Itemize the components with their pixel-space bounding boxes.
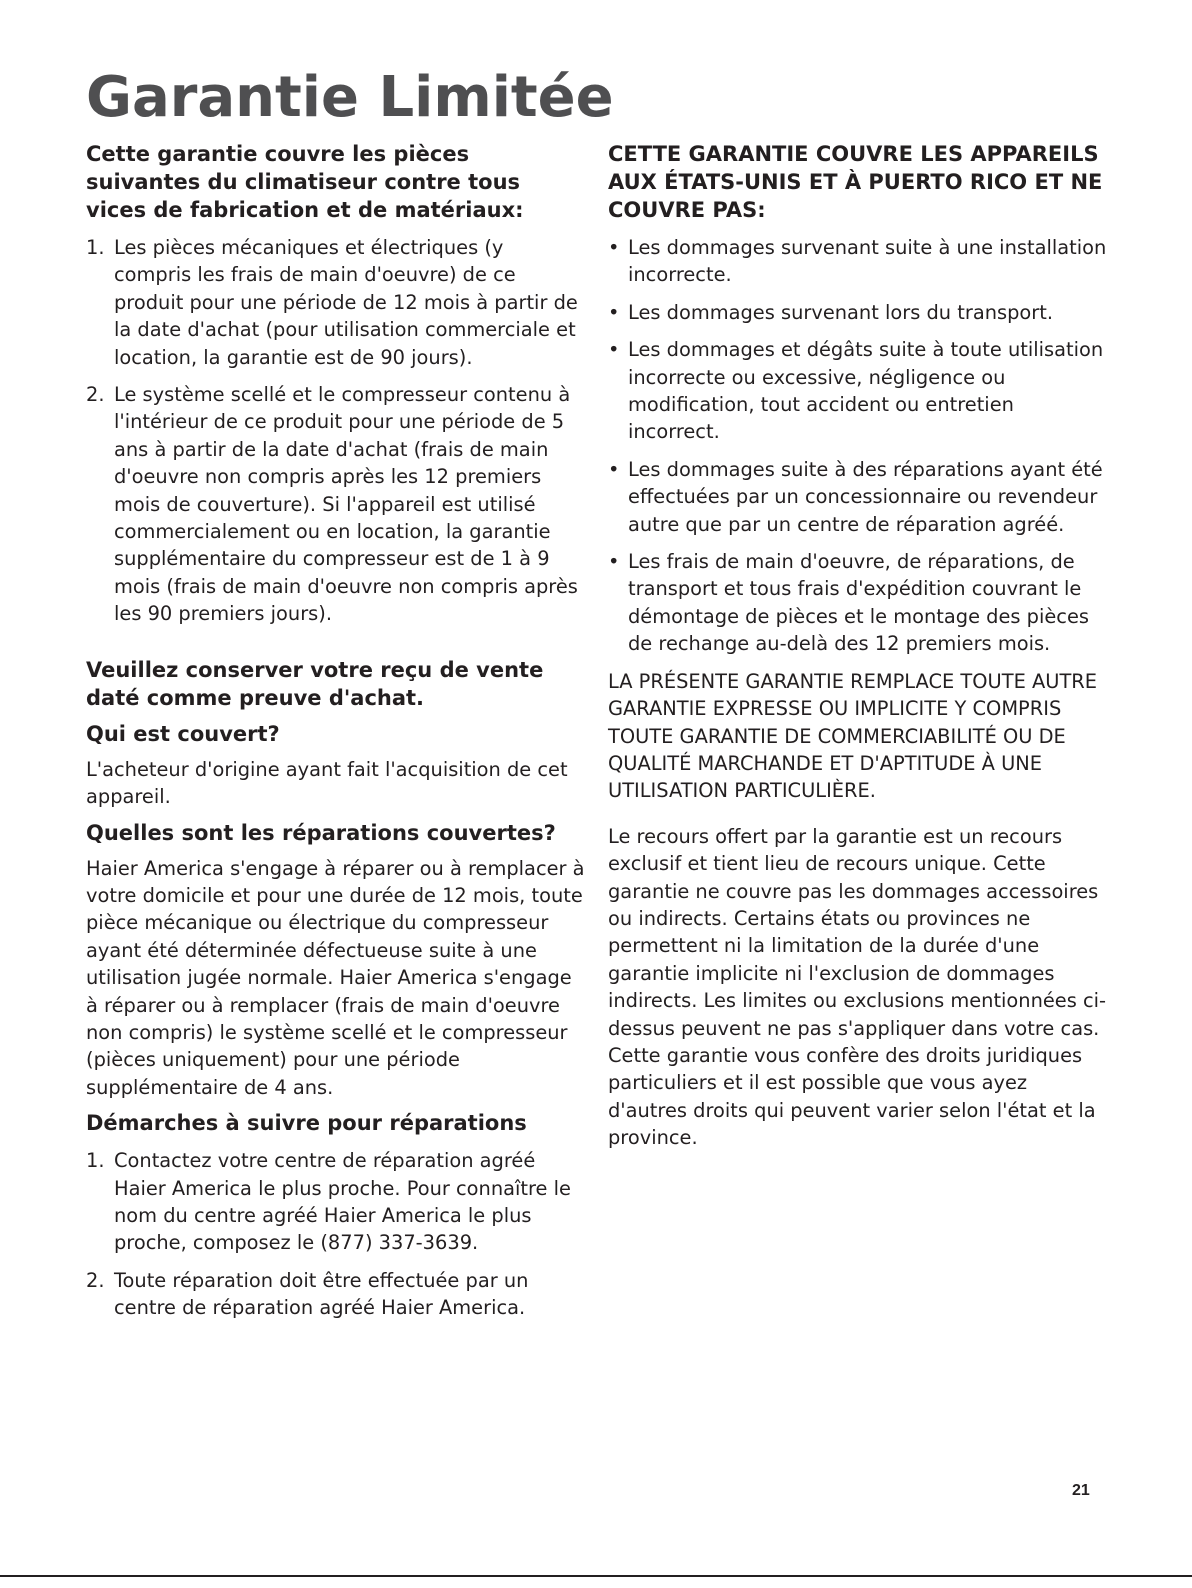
page-title: Garantie Limitée	[86, 65, 614, 130]
list-text: Les dommages survenant lors du transport.	[628, 300, 1054, 324]
list-item	[608, 336, 1108, 446]
list-text: Les dommages et dégâts suite à toute utilisation incorrecte ou excessive, négligence ou modification, tout accident ou entretien incorrect.	[628, 338, 1104, 444]
bullet-icon: •	[608, 550, 620, 574]
bullet-icon: •	[608, 300, 620, 324]
exclusions-heading: CETTE GARANTIE COUVRE LES APPAREILS AUX ÉTATS-UNIS ET À PUERTO RICO ET NE COUVRE PAS:	[608, 142, 1103, 222]
steps-list	[86, 1147, 586, 1321]
receipt-heading: Veuillez conserver votre reçu de vente daté comme preuve d'achat.	[86, 657, 544, 710]
bullet-icon: •	[608, 338, 620, 362]
list-text: Les dommages suite à des réparations ayant été effectuées par un concessionnaire ou revendeur autre que par un centre de réparation agréé.	[628, 457, 1103, 536]
list-text: Toute réparation doit être effectuée par un centre de réparation agréé Haier America.	[114, 1268, 529, 1320]
bullet-icon: •	[608, 236, 620, 259]
list-number: 2.	[86, 383, 105, 407]
list-number: 2.	[86, 1268, 105, 1292]
list-text: Les pièces mécaniques et électriques (y compris les frais de main d'oeuvre) de ce produit pour une période de 12 mois à partir de la date d'achat (pour utilisation commerciale et location, la garantie est de 90 jours).	[114, 236, 578, 369]
list-number: 1.	[86, 1149, 105, 1173]
repairs-text: Haier America s'engage à réparer ou à remplacer à votre domicile et pour une durée de 12 mois, toute pièce mécanique ou électrique du compresseur ayant été déterminée défectueuse suite à une utilisation jugée normale. Haier America s'engage à réparer ou à remplacer (frais de main d'oeuvre non compris) le système scellé et le compresseur (pièces uniquement) pour une période supplémentaire de 4 ans.	[86, 856, 585, 1099]
list-text: Les frais de main d'oeuvre, de réparations, de transport et tous frais d'expédition couvrant le démontage de pièces et le montage des pièces de rechange au-delà des 12 premiers mois.	[628, 550, 1089, 656]
list-item	[86, 381, 586, 628]
list-text: Le système scellé et le compresseur contenu à l'intérieur de ce produit pour une période de 5 ans à partir de la date d'achat (frais de main d'oeuvre non compris après les 12 premiers mois de couverture). Si l'appareil est utilisé commercialement ou en location, la garantie supplémentaire du compresseur est de 1 à 9 mois (frais de main d'oeuvre non compris après les 90 premiers jours).	[114, 383, 578, 626]
list-item	[608, 299, 1108, 326]
list-text: Contactez votre centre de réparation agréé Haier America le plus proche. Pour connaître le nom du centre agréé Haier America le plus proche, composez le (877) 337-3639.	[114, 1149, 571, 1255]
bottom-rule	[0, 1575, 1192, 1577]
who-text: L'acheteur d'origine ayant fait l'acquisition de cet appareil.	[86, 757, 568, 809]
right-column	[608, 140, 1108, 1152]
list-item	[86, 234, 586, 371]
exclusions-list	[608, 234, 1108, 658]
page-number: 21	[1072, 1482, 1090, 1499]
list-item	[86, 1267, 586, 1322]
who-heading: Qui est couvert?	[86, 721, 280, 746]
coverage-heading: Cette garantie couvre les pièces suivantes du climatiseur contre tous vices de fabrication et de matériaux:	[86, 142, 524, 222]
remedy-text: Le recours offert par la garantie est un recours exclusif et tient lieu de recours unique. Cette garantie ne couvre pas les dommages accessoires ou indirects. Certains états ou provinces ne permettent ni la limitation de la durée d'une garantie implicite ni l'exclusion de dommages indirects. Les limites ou exclusions mentionnées ci-dessus peuvent ne pas s'appliquer dans votre cas. Cette garantie vous confère des droits juridiques particuliers et il est possible que vous ayez d'autres droits qui peuvent varier selon l'état et la province.	[608, 824, 1107, 1150]
list-text: Les dommages survenant suite à une installation incorrecte.	[628, 236, 1107, 287]
list-item	[608, 456, 1108, 538]
bullet-icon: •	[608, 457, 620, 481]
coverage-list	[86, 234, 586, 628]
list-item	[608, 234, 1108, 289]
list-item	[608, 548, 1108, 658]
replaces-warranty-text: LA PRÉSENTE GARANTIE REMPLACE TOUTE AUTRE GARANTIE EXPRESSE OU IMPLICITE Y COMPRIS TOUTE GARANTIE DE COMMERCIABILITÉ OU DE QUALITÉ MARCHANDE ET D'APTITUDE À UNE UTILISATION PARTICULIÈRE.	[608, 669, 1098, 803]
left-column	[86, 140, 586, 1332]
list-number: 1.	[86, 236, 105, 259]
steps-heading: Démarches à suivre pour réparations	[86, 1111, 527, 1136]
list-item	[86, 1147, 586, 1257]
repairs-heading: Quelles sont les réparations couvertes?	[86, 820, 556, 845]
